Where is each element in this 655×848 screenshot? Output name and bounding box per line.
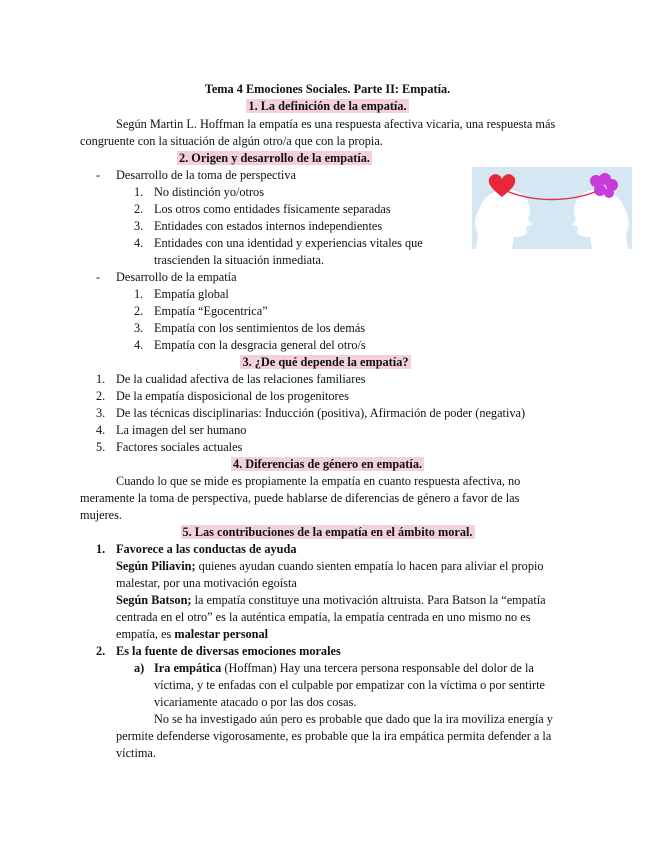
- batson-line-2: centrada en el otro” es la auténtica empatía, la empatía centrada en uno mismo no es: [116, 610, 531, 624]
- ira-line-5: permite defenderse vigorosamente, es probable que la ira empática permita defender a la: [116, 729, 552, 743]
- section-2-heading-row: [0, 150, 602, 167]
- list-number-bold: 1.: [96, 542, 106, 556]
- piliavin-text: quienes ayudan cuando sienten empatía lo hacen para aliviar el propio: [195, 559, 544, 573]
- piliavin-label: Según Piliavin;: [116, 559, 196, 573]
- batson-text: empatía, es: [116, 627, 175, 641]
- list-item: De la empatía disposicional de los progenitores: [116, 389, 349, 403]
- list-item: Entidades con una identidad y experiencias vitales que: [154, 236, 423, 250]
- list-number: 3.: [96, 406, 106, 420]
- ira-line-1: [154, 660, 534, 677]
- section-2-heading: 2. Origen y desarrollo de la empatía.: [178, 151, 371, 165]
- list-number: 1.: [134, 185, 144, 199]
- s4-paragraph-line-2: meramente la toma de perspectiva, puede hablarse de diferencias de género a favor de las: [80, 491, 520, 505]
- batson-label: Según Batson;: [116, 593, 192, 607]
- list-number: [96, 541, 105, 558]
- list-item: De las técnicas disciplinarias: Inducción (positiva), Afirmación de poder (negativa): [116, 406, 526, 420]
- section-1-heading: 1. La definición de la empatía.: [248, 99, 407, 113]
- s2-sub-a-title: Desarrollo de la toma de perspectiva: [116, 168, 296, 182]
- list-item-continuation: trascienden la situación inmediata.: [154, 253, 325, 267]
- ira-line-4: No se ha investigado aún pero es probable que dado que la ira moviliza energía y: [154, 712, 553, 726]
- list-number: 1.: [96, 372, 106, 386]
- list-item-bold: Favorece a las conductas de ayuda: [116, 542, 297, 556]
- dash-bullet: -: [96, 270, 101, 284]
- list-item: Empatía con los sentimientos de los demás: [154, 321, 366, 335]
- batson-line-1: [116, 592, 546, 609]
- ira-label: Ira empática: [154, 661, 222, 675]
- section-5-heading: 5. Las contribuciones de la empatía en el ámbito moral.: [182, 525, 473, 539]
- list-item: De la cualidad afectiva de las relaciones familiares: [116, 372, 366, 386]
- section-1-heading-row: [0, 98, 655, 115]
- ira-text: (Hoffman) Hay una tercera persona responsable del dolor de la: [221, 661, 534, 675]
- section-4-heading-row: [0, 456, 655, 473]
- s2-sub-b-title: Desarrollo de la empatía: [116, 270, 237, 284]
- piliavin-line-2: malestar, por una motivación egoísta: [116, 576, 297, 590]
- list-item: Empatía global: [154, 287, 229, 301]
- piliavin-line-1: [116, 558, 544, 575]
- section-3-heading: 3. ¿De qué depende la empatía?: [242, 355, 409, 369]
- ira-line-2: víctima, y te enfadas con el culpable por empatizar con la víctima o por sentirte: [154, 678, 545, 692]
- list-number-bold: 2.: [96, 644, 106, 658]
- dash-bullet: -: [96, 168, 101, 182]
- empathy-illustration: [472, 167, 632, 249]
- list-number: 3.: [134, 321, 144, 335]
- list-number: 3.: [134, 219, 144, 233]
- list-number: 4.: [96, 423, 106, 437]
- s4-paragraph-line-1: Cuando lo que se mide es propiamente la empatía en cuanto respuesta afectiva, no: [116, 474, 521, 488]
- batson-line-3: [116, 626, 268, 643]
- document-title: Tema 4 Emociones Sociales. Parte II: Empatía.: [204, 82, 451, 96]
- list-item: [116, 541, 296, 558]
- list-item: Factores sociales actuales: [116, 440, 243, 454]
- ira-line-6: víctima.: [116, 746, 156, 760]
- ira-line-3: vicariamente atacado o por las dos cosas.: [154, 695, 357, 709]
- list-number: 4.: [134, 338, 144, 352]
- list-number: 2.: [96, 389, 106, 403]
- section-5-heading-row: [0, 524, 655, 541]
- list-item: La imagen del ser humano: [116, 423, 247, 437]
- list-item: No distinción yo/otros: [154, 185, 264, 199]
- list-item-bold: Es la fuente de diversas emociones morales: [116, 644, 341, 658]
- batson-text: la empatía constituye una motivación altruista. Para Batson la “empatía: [191, 593, 546, 607]
- section-4-heading: 4. Diferencias de género en empatía.: [232, 457, 423, 471]
- batson-emphasis: malestar personal: [174, 627, 269, 641]
- list-number: [96, 643, 105, 660]
- list-item: Empatía “Egocentrica”: [154, 304, 268, 318]
- sub-item-letter-bold: a): [134, 661, 145, 675]
- list-number: 5.: [96, 440, 106, 454]
- list-number: 2.: [134, 202, 144, 216]
- list-item: [116, 643, 341, 660]
- list-item: Los otros como entidades físicamente separadas: [154, 202, 391, 216]
- list-number: 4.: [134, 236, 144, 250]
- s1-paragraph-line-2: congruente con la situación de algún otro/a que con la propia.: [80, 134, 383, 148]
- empathy-heads-icon: [472, 167, 632, 249]
- list-item: Entidades con estados internos independientes: [154, 219, 383, 233]
- s1-paragraph-line-1: Según Martin L. Hoffman la empatía es una respuesta afectiva vicaria, una respuesta más: [116, 117, 556, 131]
- list-number: 1.: [134, 287, 144, 301]
- list-number: 2.: [134, 304, 144, 318]
- section-3-heading-row: [0, 354, 653, 371]
- s4-paragraph-line-3: mujeres.: [80, 508, 123, 522]
- list-item: Empatía con la desgracia general del otro/s: [154, 338, 366, 352]
- sub-item-letter: [134, 660, 144, 677]
